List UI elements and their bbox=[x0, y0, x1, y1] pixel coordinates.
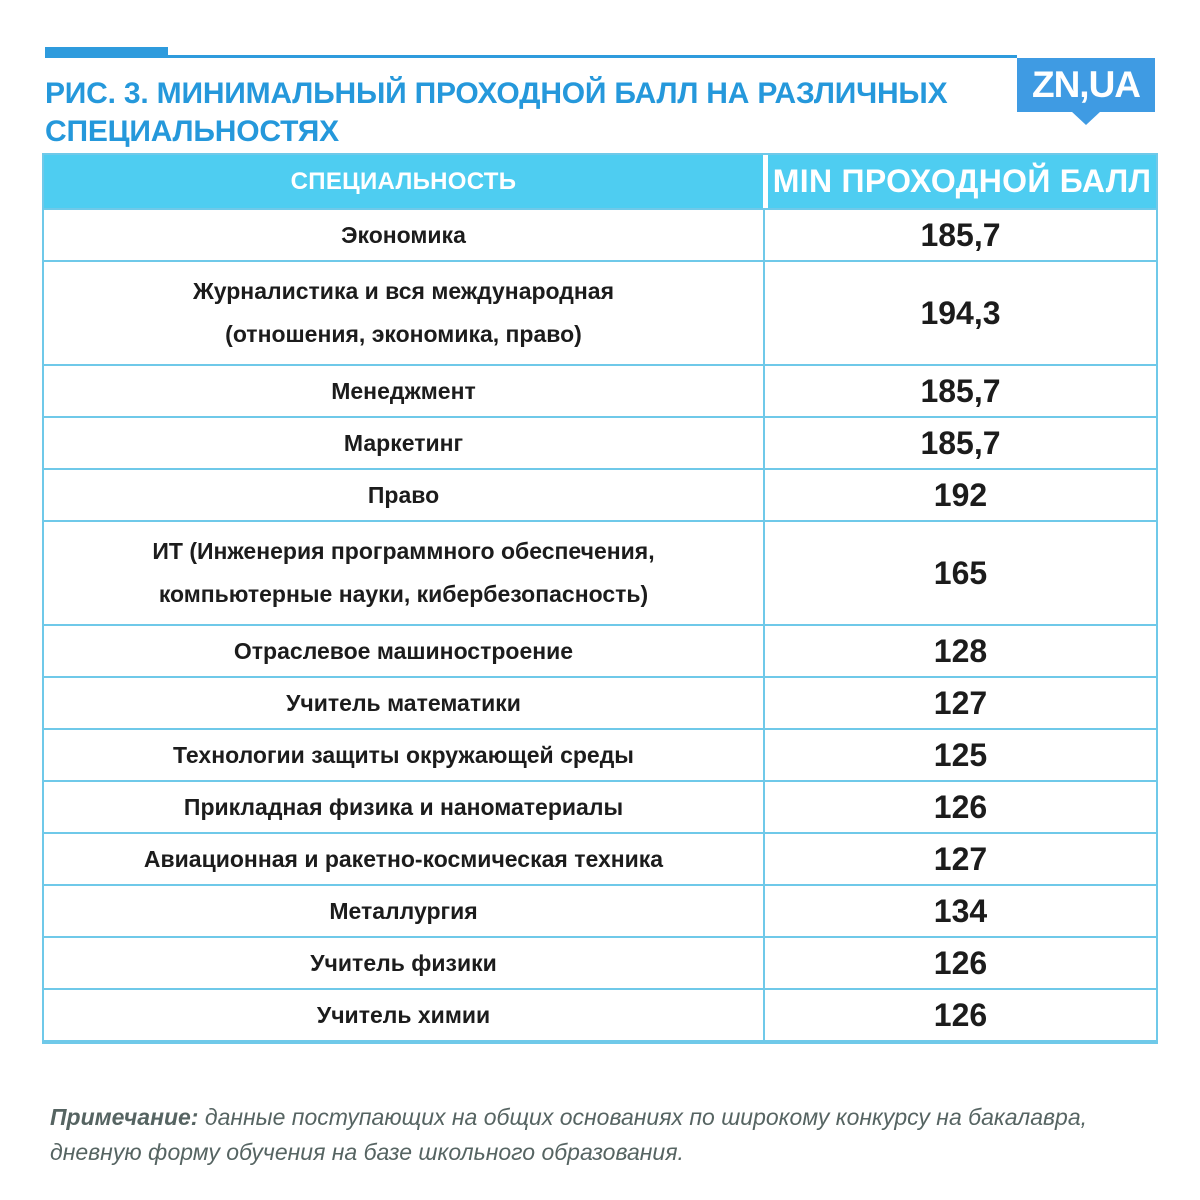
specialty-cell bbox=[44, 522, 763, 624]
score-cell: 185,7 bbox=[763, 210, 1156, 260]
score-cell: 128 bbox=[763, 626, 1156, 676]
score-cell: 127 bbox=[763, 834, 1156, 884]
footnote-label: Примечание: bbox=[50, 1104, 199, 1130]
specialty-name: Металлургия bbox=[329, 897, 478, 924]
table-row bbox=[44, 936, 1156, 988]
table-row bbox=[44, 988, 1156, 1040]
table-row bbox=[44, 780, 1156, 832]
table-row bbox=[44, 520, 1156, 624]
specialty-cell bbox=[44, 470, 763, 520]
figure-title-line2: СПЕЦИАЛЬНОСТЯХ bbox=[45, 115, 339, 148]
table-row bbox=[44, 728, 1156, 780]
header-min-score: MIN ПРОХОДНОЙ БАЛЛ bbox=[763, 155, 1156, 208]
specialty-name-line2: компьютерные науки, кибербезопасность) bbox=[158, 581, 649, 607]
specialty-name: Учитель математики bbox=[286, 689, 521, 716]
table-row bbox=[44, 260, 1156, 364]
table-row bbox=[44, 468, 1156, 520]
specialty-name-line2: (отношения, экономика, право) bbox=[225, 321, 582, 347]
table-row bbox=[44, 884, 1156, 936]
specialty-name: Отраслевое машиностроение bbox=[233, 637, 574, 664]
score-cell: 134 bbox=[763, 886, 1156, 936]
specialty-cell bbox=[44, 366, 763, 416]
specialty-name: Учитель химии bbox=[316, 1001, 491, 1028]
logo-speech-tail bbox=[1071, 111, 1101, 125]
score-cell: 126 bbox=[763, 782, 1156, 832]
table-row bbox=[44, 416, 1156, 468]
score-cell: 125 bbox=[763, 730, 1156, 780]
accent-line bbox=[168, 55, 1017, 58]
score-cell: 194,3 bbox=[763, 262, 1156, 364]
score-cell: 127 bbox=[763, 678, 1156, 728]
specialty-cell bbox=[44, 210, 763, 260]
score-cell: 126 bbox=[763, 938, 1156, 988]
score-cell: 185,7 bbox=[763, 366, 1156, 416]
table-row bbox=[44, 624, 1156, 676]
specialty-cell bbox=[44, 834, 763, 884]
specialty-name: Право bbox=[367, 481, 440, 508]
specialty-cell bbox=[44, 678, 763, 728]
specialty-cell bbox=[44, 990, 763, 1040]
specialty-cell bbox=[44, 626, 763, 676]
accent-rule bbox=[45, 47, 1155, 58]
specialty-cell bbox=[44, 262, 763, 364]
accent-bar bbox=[45, 47, 168, 58]
table-row bbox=[44, 364, 1156, 416]
specialty-name: Авиационная и ракетно-космическая техника bbox=[143, 845, 664, 872]
specialty-name: Журналистика и вся международная bbox=[192, 278, 614, 304]
footnote bbox=[50, 1100, 1160, 1170]
specialty-name: ИТ (Инженерия программного обеспечения, bbox=[152, 538, 655, 564]
specialty-name: Учитель физики bbox=[310, 949, 497, 976]
specialty-name: Маркетинг bbox=[343, 429, 464, 456]
table-row bbox=[44, 832, 1156, 884]
specialty-name: Экономика bbox=[341, 221, 466, 248]
footnote-line2: дневную форму обучения на базе школьного образования. bbox=[50, 1139, 684, 1165]
table-header-row bbox=[44, 155, 1156, 208]
specialty-cell bbox=[44, 886, 763, 936]
table-row bbox=[44, 676, 1156, 728]
specialty-name: Прикладная физика и наноматериалы bbox=[183, 793, 624, 820]
footnote-line1: данные поступающих на общих основаниях по широкому конкурсу на бакалавра, bbox=[204, 1104, 1088, 1130]
znua-logo bbox=[1017, 58, 1155, 112]
table-body bbox=[44, 208, 1156, 1040]
figure-title-line1: РИС. 3. МИНИМАЛЬНЫЙ ПРОХОДНОЙ БАЛЛ НА РАЗЛИЧНЫХ bbox=[45, 77, 948, 110]
score-cell: 192 bbox=[763, 470, 1156, 520]
specialty-cell bbox=[44, 782, 763, 832]
table-row bbox=[44, 208, 1156, 260]
scores-table bbox=[42, 153, 1158, 1044]
specialty-name: Технологии защиты окружающей среды bbox=[173, 741, 634, 768]
specialty-cell bbox=[44, 418, 763, 468]
specialty-name: Менеджмент bbox=[331, 377, 476, 404]
specialty-cell bbox=[44, 730, 763, 780]
header-specialty: СПЕЦИАЛЬНОСТЬ bbox=[290, 167, 517, 195]
specialty-cell bbox=[44, 938, 763, 988]
figure-title bbox=[45, 75, 975, 151]
znua-logo-text: ZN,UA bbox=[1031, 64, 1141, 105]
score-cell: 185,7 bbox=[763, 418, 1156, 468]
score-cell: 165 bbox=[763, 522, 1156, 624]
score-cell: 126 bbox=[763, 990, 1156, 1040]
